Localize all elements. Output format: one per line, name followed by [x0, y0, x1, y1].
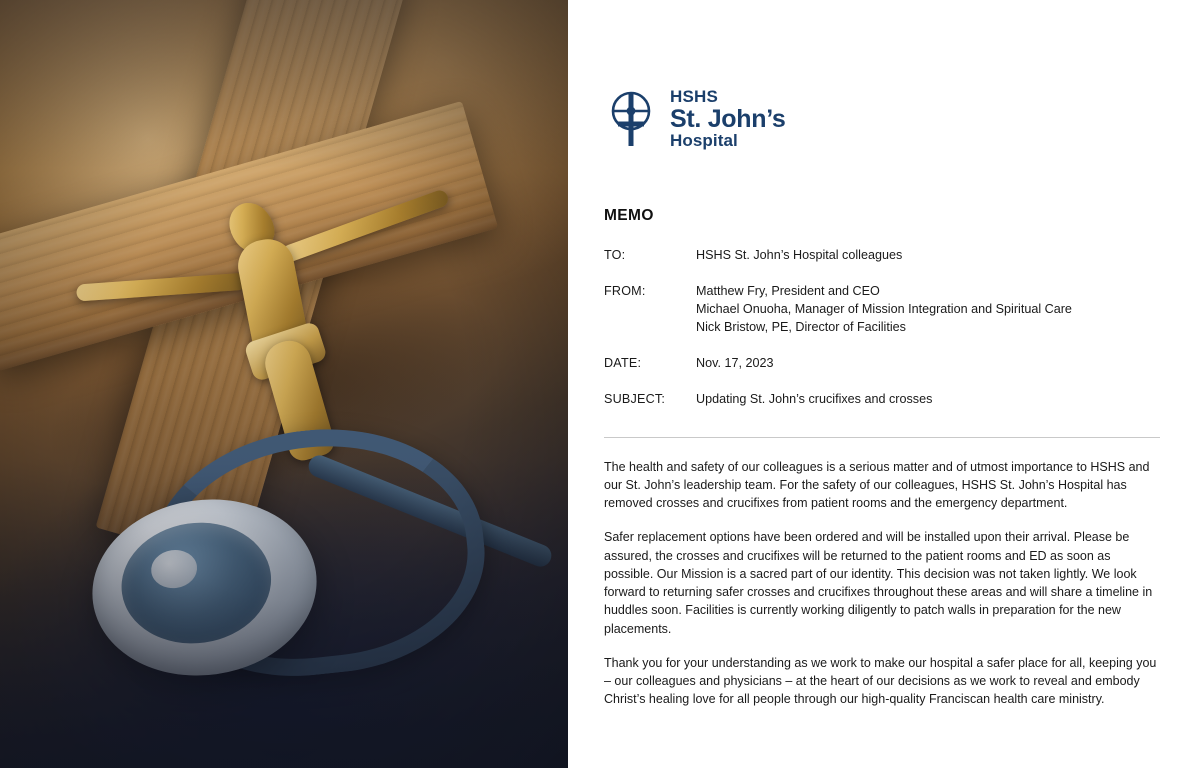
memo-field-subject: [604, 391, 1160, 427]
memo-label-date: DATE:: [604, 355, 642, 370]
memo-value-subject: [696, 391, 1160, 427]
memo-value-to: [696, 247, 1160, 283]
logo-line-stjohns: St. John’s: [670, 104, 786, 133]
hshs-logo: [604, 88, 1160, 149]
logo-line-hshs: HSHS: [670, 87, 719, 106]
memo-paragraph-3: Thank you for your understanding as we work to make our hospital a safer place for all, keeping you – our colleagues and physicians – at the heart of our decisions as we work to reveal and embody Christ’s healing love for all people through our high-quality Franciscan health care ministry.: [604, 655, 1157, 707]
memo-from-line-1: Matthew Fry, President and CEO: [696, 284, 880, 299]
hshs-logo-text: [670, 88, 786, 149]
memo-document: [568, 0, 1200, 768]
photo-vignette-overlay: [0, 0, 568, 768]
memo-field-date: [604, 355, 1160, 391]
memo-value-date: [696, 355, 1160, 391]
memo-value-from: [696, 283, 1160, 355]
memo-heading: MEMO: [604, 207, 654, 225]
memo-field-from: [604, 283, 1160, 355]
memo-label-from: FROM:: [604, 284, 646, 299]
hshs-cross-logo-icon: [604, 90, 658, 148]
memo-label-to: TO:: [604, 248, 626, 263]
memo-label-subject: SUBJECT:: [604, 391, 666, 406]
memo-to-line-1: HSHS St. John’s Hospital colleagues: [696, 248, 903, 263]
memo-date-line-1: Nov. 17, 2023: [696, 355, 774, 370]
memo-divider: [604, 437, 1160, 438]
memo-paragraph-2: Safer replacement options have been ordered and will be installed upon their arrival. Please be assured, the crosses and crucifixes will be returned to the patient rooms and ED as soon as possible. Our Mission is a sacred part of our identity. This decision was not taken lightly. We look forward to returning safer crosses and crucifixes throughout these areas and will share a timeline in huddles soon. Facilities is currently working diligently to patch walls in preparation for the new placements.: [604, 530, 1153, 636]
memo-header-fields: [604, 247, 1160, 426]
memo-from-line-3: Nick Bristow, PE, Director of Facilities: [696, 319, 906, 334]
crucifix-stethoscope-photo: [0, 0, 568, 768]
logo-line-hospital: Hospital: [670, 130, 738, 150]
memo-paragraph-1: The health and safety of our colleagues is a serious matter and of utmost importance to HSHS and our St. John’s leadership team. For the safety of our colleagues, HSHS St. John’s Hospital has removed crosses and crucifixes from patient rooms and the emergency department.: [604, 459, 1150, 511]
memo-body: [604, 458, 1160, 709]
memo-from-line-2: Michael Onuoha, Manager of Mission Integration and Spiritual Care: [696, 302, 1072, 317]
memo-field-to: [604, 247, 1160, 283]
memo-subject-line-1: Updating St. John’s crucifixes and crosses: [696, 391, 933, 406]
